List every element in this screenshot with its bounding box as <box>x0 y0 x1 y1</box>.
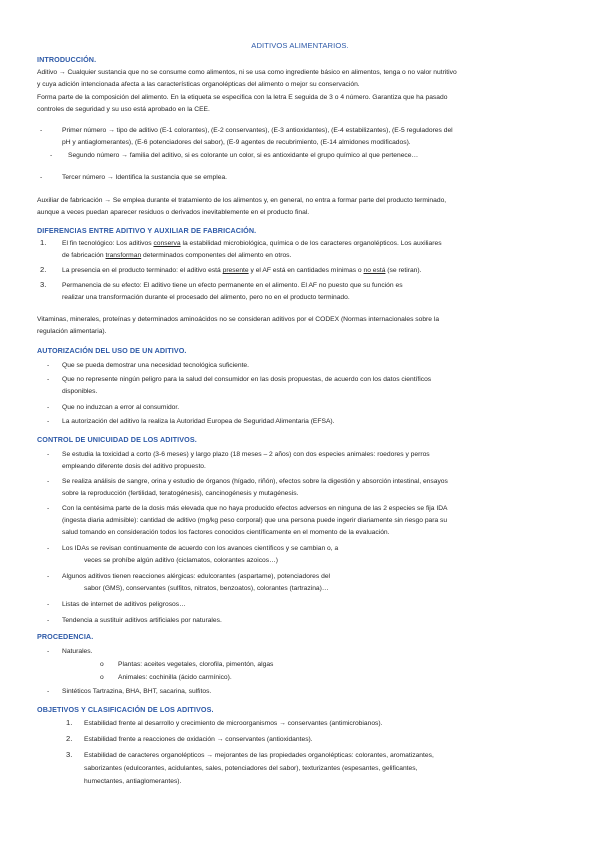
list-number: 3. <box>66 750 73 759</box>
numbered-item: La presencia en el producto terminado: el aditivo está presente y el AF está en cantidades mínimas o no está (se retiran). <box>62 267 422 274</box>
list-item: Tercer número → Identifica la sustancia que se emplea. <box>62 174 228 181</box>
bullet-circle: o <box>100 661 104 668</box>
numbered-item: de fabricación transforman determinados componentes del alimento en otros. <box>62 252 292 259</box>
bullet-dash: - <box>47 545 50 552</box>
list-item: La autorización del aditivo la realiza la Autoridad Europea de Seguridad Alimentaria (EFSA). <box>62 418 335 425</box>
intro-paragraph-line: Forma parte de la composición del alimento. En la etiqueta se especifica con la letra E seguida de 3 o 4 número. Garantiza que ha pasado <box>37 94 448 101</box>
bullet-dash: - <box>40 174 43 181</box>
bullet-dash: - <box>47 617 50 624</box>
list-item: disponibles. <box>62 388 98 395</box>
list-item: Tendencia a sustituir aditivos artificiales por naturales. <box>62 617 222 624</box>
bullet-dash: - <box>47 601 50 608</box>
numbered-item: El fin tecnológico: Los aditivos conserva la estabilidad microbiológica, química o de los caracteres organolépticos. Los auxiliares <box>62 240 442 247</box>
intro-paragraph-line: Aditivo → Cualquier sustancia que no se consume como alimentos, ni se usa como ingrediente básico en alimentos, tenga o no valor nutritivo <box>37 69 457 76</box>
bullet-dash: - <box>47 573 50 580</box>
list-item: Que no represente ningún peligro para la salud del consumidor en las dosis propuestas, de acuerdo con los datos científicos <box>62 376 432 383</box>
sublist-item: Plantas: aceites vegetales, clorofila, pimentón, algas <box>118 661 274 668</box>
bullet-dash: - <box>47 362 50 369</box>
list-item: Se realiza análisis de sangre, orina y estudio de órganos (hígado, riñón), efectos sobre la digestión y absorción intestinal, ensayos <box>62 478 448 485</box>
list-number: 1. <box>40 238 47 247</box>
heading-introduccion: INTRODUCCIÓN. <box>37 55 97 64</box>
bullet-dash: - <box>47 404 50 411</box>
numbered-item: humectantes, antiaglomerantes). <box>84 778 182 785</box>
list-number: 3. <box>40 280 47 289</box>
list-item: pH y antiaglomerantes), (E-6 potenciadores del sabor), (E-9 agentes de recubrimiento, (E-14 almidones modificados). <box>62 139 411 146</box>
paragraph-line: Auxiliar de fabricación → Se emplea durante el tratamiento de los alimentos y, en general, no entra a formar parte del producto terminado, <box>37 197 447 204</box>
list-number: 1. <box>66 718 73 727</box>
intro-paragraph-line: controles de seguridad y su uso está aprobado en la CEE. <box>37 106 210 113</box>
bullet-dash: - <box>47 418 50 425</box>
numbered-item: Estabilidad de caracteres organolépticos → mejorantes de las propiedades organolépticas: colorantes, aromatizantes, <box>84 752 434 759</box>
list-item: veces se prohíbe algún aditivo (ciclamatos, colorantes azoicos…) <box>84 557 279 564</box>
heading-objetivos: OBJETIVOS Y CLASIFICACIÓN DE LOS ADITIVOS. <box>37 705 214 714</box>
list-item: Los IDAs se revisan continuamente de acuerdo con los avances científicos y se cambian o, a <box>62 545 339 552</box>
list-item: Se estudia la toxicidad a corto (3-6 meses) y largo plazo (18 meses – 2 años) con dos especies animales: roedores y perros <box>62 451 430 458</box>
bullet-circle: o <box>100 674 104 681</box>
heading-procedencia: PROCEDENCIA. <box>37 632 94 641</box>
numbered-item: saborizantes (edulcorantes, acidulantes, sales, potenciadores del sabor), texturizantes (espesantes, gelificantes, <box>84 765 418 772</box>
list-item: salud tomando en consideración todos los factores conocidos científicamente en el momento de la evaluación. <box>62 529 390 536</box>
list-item: Sintéticos Tartrazina, BHA, BHT, sacarina, sulfitos. <box>62 688 212 695</box>
list-item: Con la centésima parte de la dosis más elevada que no haya producido efectos adversos en ninguna de las 2 especies se fija IDA <box>62 505 448 512</box>
list-item: (ingesta diaria admisible): cantidad de aditivo (mg/kg peso corporal) que una persona puede ingerir diariamente sin riesgo para su <box>62 517 448 524</box>
list-item: Que se pueda demostrar una necesidad tecnológica suficiente. <box>62 362 249 369</box>
paragraph-line: aunque a veces puedan aparecer residuos o derivados inevitablemente en el producto final. <box>37 209 310 216</box>
bullet-dash: - <box>47 688 50 695</box>
bullet-dash: - <box>47 478 50 485</box>
heading-autorizacion: AUTORIZACIÓN DEL USO DE UN ADITIVO. <box>37 346 187 355</box>
list-item: sobre la reproducción (fertilidad, teratogénesis), cancinogénesis y mutagénesis. <box>62 490 299 497</box>
list-item: Listas de internet de aditivos peligrosos… <box>62 601 186 608</box>
heading-diferencias: DIFERENCIAS ENTRE ADITIVO Y AUXILIAR DE FABRICACIÓN. <box>37 226 257 235</box>
list-item: Segundo número → familia del aditivo, si es colorante un color, si es antioxidante el grupo químico al que pertenece… <box>68 152 419 159</box>
bullet-dash: - <box>47 376 50 383</box>
heading-control: CONTROL DE UNICUIDAD DE LOS ADITIVOS. <box>37 435 197 444</box>
list-item: Naturales. <box>62 648 93 655</box>
bullet-dash: - <box>47 451 50 458</box>
list-item: Que no induzcan a error al consumidor. <box>62 404 180 411</box>
list-number: 2. <box>40 265 47 274</box>
document-title: ADITIVOS ALIMENTARIOS. <box>251 41 349 50</box>
bullet-dash: - <box>50 152 53 159</box>
list-item: Primer número → tipo de aditivo (E-1 colorantes), (E-2 conservantes), (E-3 antioxidantes), (E-4 estabilizantes), (E-5 reguladores del <box>62 127 453 134</box>
bullet-dash: - <box>47 648 50 655</box>
numbered-item: realizar una transformación durante el procesado del alimento, pero no en el producto terminado. <box>62 294 350 301</box>
list-number: 2. <box>66 734 73 743</box>
bullet-dash: - <box>40 127 43 134</box>
numbered-item: Estabilidad frente a reacciones de oxidación → conservantes (antioxidantes). <box>84 736 313 743</box>
bullet-dash: - <box>47 505 50 512</box>
numbered-item: Permanencia de su efecto: El aditivo tiene un efecto permanente en el alimento. El AF no puesto que su función es <box>62 282 403 289</box>
paragraph-line: regulación alimentaria). <box>37 328 107 335</box>
intro-paragraph-line: y cuya adición intencionada afecta a las características organolépticas del alimento o mejor su conservación. <box>37 81 360 88</box>
numbered-item: Estabilidad frente al desarrollo y crecimiento de microorganismos → conservantes (antimicrobianos). <box>84 720 383 727</box>
list-item: sabor (GMS), conservantes (sulfitos, nitratos, benzoatos), colorantes (tartrazina)… <box>84 585 329 592</box>
paragraph-line: Vitaminas, minerales, proteínas y determinados aminoácidos no se consideran aditivos por el CODEX (Normas internacionales sobre la <box>37 316 440 323</box>
list-item: empleando diferente dosis del aditivo propuesto. <box>62 463 206 470</box>
list-item: Algunos aditivos tienen reacciones alérgicas: edulcorantes (aspartame), potenciadores del <box>62 573 331 580</box>
sublist-item: Animales: cochinilla (ácido carmínico). <box>118 674 232 681</box>
